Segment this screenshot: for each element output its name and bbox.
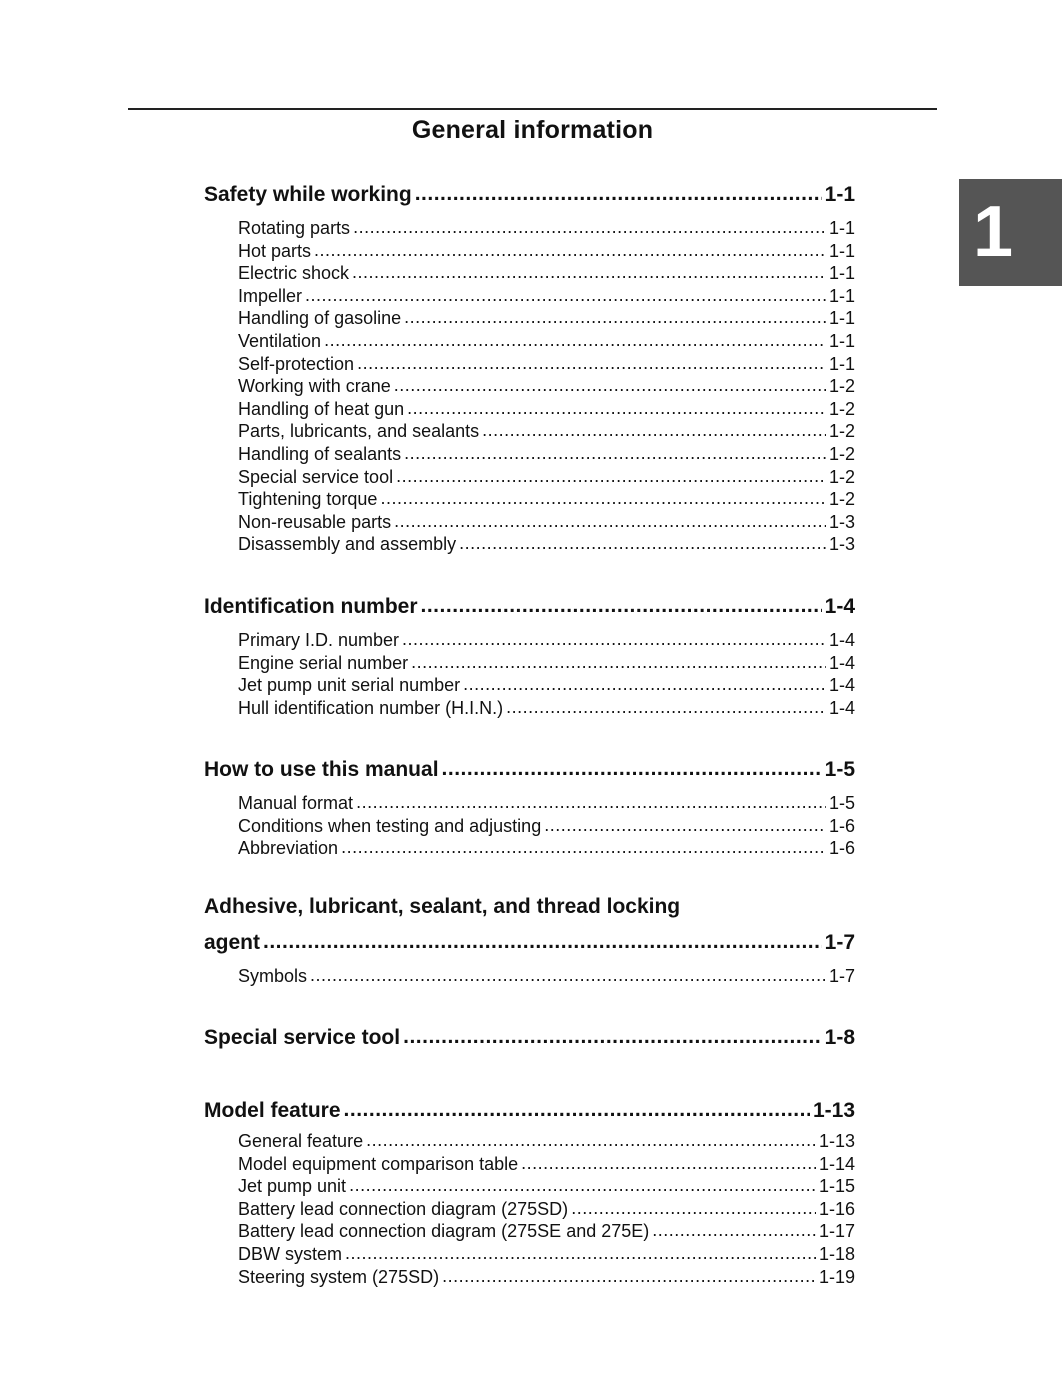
section-heading-line1 — [204, 895, 680, 925]
toc-entry-label: Disassembly and assembly — [238, 534, 457, 555]
section-page-number: 1-13 — [812, 1099, 855, 1122]
toc-entry-label: Ventilation — [238, 331, 322, 351]
toc-entry[interactable] — [238, 532, 855, 556]
toc-entry[interactable] — [238, 1174, 855, 1198]
toc-entry-label: Rotating parts — [238, 218, 351, 238]
dot-leader — [349, 1174, 816, 1192]
toc-entry[interactable] — [238, 306, 855, 330]
section-heading-label: Safety while working — [204, 183, 412, 206]
toc-entry[interactable] — [238, 487, 855, 511]
toc-entry-page-number: 1-3 — [828, 534, 855, 555]
page-title: General information — [411, 116, 654, 144]
toc-entry[interactable] — [238, 239, 855, 263]
toc-entry-label: Handling of gasoline — [238, 308, 402, 329]
toc-entry-page-number: 1-3 — [828, 511, 855, 532]
section-heading[interactable] — [204, 592, 855, 622]
toc-entry-label: General feature — [238, 1131, 364, 1151]
toc-entry-label: Special service tool — [238, 466, 394, 487]
toc-entry-page-number: 1-4 — [828, 630, 855, 650]
toc-entry[interactable] — [238, 1219, 855, 1243]
toc-entry-label: Handling of sealants — [238, 444, 402, 464]
section-heading-label: Special service tool — [204, 1026, 401, 1049]
toc-entry-label: Jet pump unit serial number — [238, 675, 461, 696]
dot-leader — [324, 329, 826, 347]
section-heading-label: Model feature — [204, 1099, 341, 1122]
toc-entry[interactable] — [238, 628, 855, 652]
toc-entry-page-number: 1-2 — [828, 489, 855, 510]
toc-entry-page-number: 1-5 — [828, 793, 855, 813]
toc-entry-label: Handling of heat gun — [238, 398, 405, 419]
toc-entry-page-number: 1-2 — [828, 398, 855, 419]
toc-entry-page-number: 1-7 — [828, 966, 855, 986]
toc-entry[interactable] — [238, 791, 855, 815]
toc-entry[interactable] — [238, 1197, 855, 1221]
toc-entry[interactable] — [238, 216, 855, 240]
dot-leader — [482, 419, 826, 437]
toc-entry[interactable] — [238, 442, 855, 466]
dot-leader — [345, 1242, 816, 1260]
toc-entry-label: Non-reusable parts — [238, 511, 392, 532]
toc-entry-page-number: 1-1 — [828, 218, 855, 238]
chapter-tab: 1 — [959, 179, 1062, 286]
dot-leader — [380, 487, 826, 505]
toc-entry[interactable] — [238, 284, 855, 308]
section-heading-label: Identification number — [204, 595, 418, 618]
toc-entry-page-number: 1-16 — [818, 1198, 855, 1219]
dot-leader — [314, 239, 826, 257]
dot-leader — [305, 284, 826, 302]
dot-leader — [459, 532, 826, 550]
toc-entry[interactable] — [238, 673, 855, 697]
toc-entry-page-number: 1-2 — [828, 376, 855, 397]
toc-entry[interactable] — [238, 1152, 855, 1176]
toc-entry-page-number: 1-1 — [828, 240, 855, 261]
toc-entry-label: Hull identification number (H.I.N.) — [238, 697, 504, 718]
toc-entry[interactable] — [238, 329, 855, 353]
toc-entry[interactable] — [238, 510, 855, 534]
toc-entry[interactable] — [238, 1129, 855, 1153]
toc-entry[interactable] — [238, 465, 855, 489]
toc-entry-label: Working with crane — [238, 376, 391, 397]
dot-leader — [463, 673, 826, 691]
toc-entry-page-number: 1-6 — [828, 815, 855, 836]
dot-leader — [394, 510, 826, 528]
dot-leader — [352, 261, 826, 279]
dot-leader — [404, 306, 826, 324]
toc-entry[interactable] — [238, 352, 855, 376]
section-heading[interactable] — [204, 1023, 855, 1053]
dot-leader — [404, 442, 826, 460]
dot-leader — [310, 964, 826, 982]
dot-leader — [571, 1197, 816, 1215]
toc-entry-page-number: 1-4 — [828, 652, 855, 673]
dot-leader — [442, 1265, 816, 1283]
toc-entry-page-number: 1-15 — [818, 1176, 855, 1197]
section-page-number: 1-1 — [824, 183, 855, 206]
toc-entry[interactable] — [238, 651, 855, 675]
toc-entry-label: Self-protection — [238, 353, 355, 374]
toc-entry-label: Abbreviation — [238, 838, 339, 859]
section-heading[interactable] — [204, 180, 855, 210]
dot-leader — [411, 651, 826, 669]
toc-entry-label: Impeller — [238, 285, 303, 306]
dot-leader — [506, 696, 826, 714]
dot-leader — [415, 180, 822, 201]
toc-entry-page-number: 1-1 — [828, 353, 855, 374]
toc-entry-label: Hot parts — [238, 240, 312, 261]
section-heading[interactable] — [204, 928, 855, 958]
toc-entry[interactable] — [238, 836, 855, 860]
section-heading-label: How to use this manual — [204, 758, 439, 781]
section-heading-label: agent — [204, 931, 261, 954]
toc-entry-page-number: 1-1 — [828, 331, 855, 351]
toc-entry-page-number: 1-19 — [818, 1266, 855, 1287]
toc-entry-page-number: 1-1 — [828, 285, 855, 306]
dot-leader — [396, 465, 826, 483]
toc-entry-page-number: 1-1 — [828, 308, 855, 329]
toc-entry-label: Parts, lubricants, and sealants — [238, 421, 480, 442]
toc-entry-page-number: 1-13 — [818, 1131, 855, 1151]
toc-entry-page-number: 1-4 — [828, 697, 855, 718]
toc-entry[interactable] — [238, 261, 855, 285]
toc-entry-page-number: 1-2 — [828, 466, 855, 487]
dot-leader — [544, 814, 826, 832]
section-page-number: 1-4 — [824, 595, 855, 618]
dot-leader — [366, 1129, 816, 1147]
toc-entry[interactable] — [238, 419, 855, 443]
dot-leader — [402, 628, 826, 646]
toc-entry-label: Primary I.D. number — [238, 630, 400, 650]
toc-entry-page-number: 1-18 — [818, 1244, 855, 1264]
dot-leader — [521, 1152, 816, 1170]
toc-entry[interactable] — [238, 814, 855, 838]
toc-entry-label: Manual format — [238, 793, 354, 813]
section-page-number: 1-8 — [824, 1026, 855, 1049]
section-heading[interactable] — [204, 755, 855, 785]
toc-entry-page-number: 1-6 — [828, 838, 855, 859]
section-page-number: 1-7 — [824, 931, 855, 954]
toc-entry-page-number: 1-14 — [818, 1153, 855, 1174]
toc-entry-label: Electric shock — [238, 263, 350, 284]
toc-entry-page-number: 1-17 — [818, 1221, 855, 1242]
section-heading-label: Adhesive, lubricant, sealant, and thread locking — [204, 895, 681, 918]
dot-leader — [344, 1096, 810, 1117]
toc-entry[interactable] — [238, 1265, 855, 1289]
toc-entry-page-number: 1-2 — [828, 444, 855, 464]
dot-leader — [421, 592, 822, 613]
toc-entry-page-number: 1-4 — [828, 675, 855, 696]
toc-entry-label: Conditions when testing and adjusting — [238, 815, 542, 836]
dot-leader — [263, 928, 822, 949]
dot-leader — [407, 397, 826, 415]
toc-entry[interactable] — [238, 397, 855, 421]
dot-leader — [353, 216, 826, 234]
toc-entry-label: Steering system (275SD) — [238, 1266, 440, 1287]
dot-leader — [394, 374, 826, 392]
toc-entry-label: Symbols — [238, 966, 308, 986]
dot-leader — [403, 1023, 822, 1044]
toc-entry-label: Battery lead connection diagram (275SD) — [238, 1198, 569, 1219]
toc-entry-page-number: 1-2 — [828, 421, 855, 442]
toc-entry-label: Jet pump unit — [238, 1176, 347, 1197]
toc-entry[interactable] — [238, 964, 855, 988]
toc-entry-page-number: 1-1 — [828, 263, 855, 284]
toc-entry-label: Battery lead connection diagram (275SE and 275E) — [238, 1221, 650, 1242]
dot-leader — [442, 755, 822, 776]
section-heading[interactable] — [204, 1096, 855, 1126]
toc-entry[interactable] — [238, 696, 855, 720]
section-page-number: 1-5 — [824, 758, 855, 781]
dot-leader — [341, 836, 826, 854]
dot-leader — [357, 352, 826, 370]
toc-entry[interactable] — [238, 374, 855, 398]
dot-leader — [652, 1219, 816, 1237]
toc-entry-label: Tightening torque — [238, 489, 378, 510]
toc-entry-label: DBW system — [238, 1244, 343, 1264]
toc-entry-label: Engine serial number — [238, 652, 409, 673]
dot-leader — [356, 791, 826, 809]
toc-entry-label: Model equipment comparison table — [238, 1153, 519, 1174]
toc-entry[interactable] — [238, 1242, 855, 1266]
